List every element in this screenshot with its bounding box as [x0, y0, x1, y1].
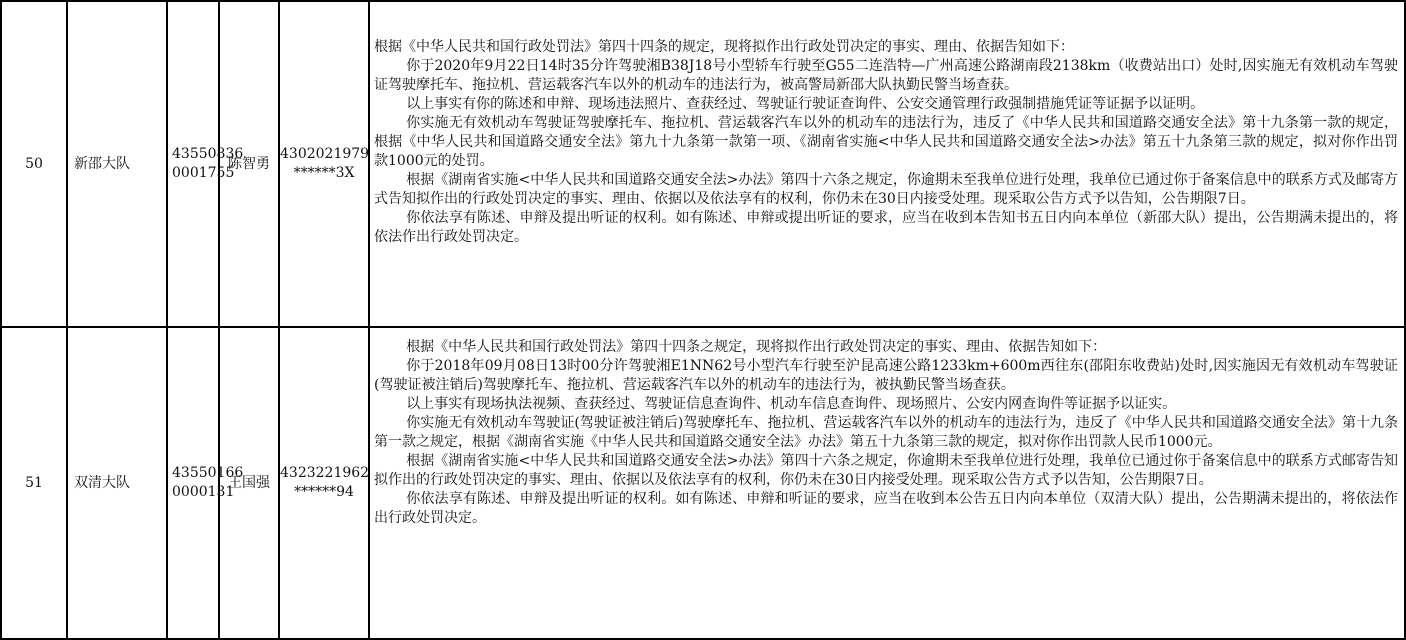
id-number — [279, 327, 369, 639]
id-number-part: ******3X — [293, 165, 355, 181]
document-number-part: 43550836 — [172, 146, 244, 162]
notice-paragraph: 根据《中华人民共和国行政处罚法》第四十四条之规定，现将拟作出行政处罚决定的事实、理由、依据告知如下： — [406, 339, 1107, 355]
notice-paragraph: 你于2018年09月08日13时00分许驾驶湘E1NN62号小型汽车行驶至沪昆高速公路1233km+600m西往东(邵阳东收费站)处时,因实施因无有效机动车驾驶证(驾驶证被注销后)驾驶摩托车、拖拉机、营运载客汽车以外的机动车的违法行为，被执勤民警当场查获。 — [374, 358, 1398, 393]
id-number-part: ******94 — [294, 484, 354, 500]
notice-paragraph: 根据《湖南省实施<中华人民共和国道路交通安全法>办法》第四十六条之规定，你逾期未至我单位进行处理，我单位已通过你于备案信息中的联系方式及邮寄方式告知拟作出的行政处罚决定的事实、理由、依据以及依法享有的权利，你仍未在30日内接受处理。现采取公告方式予以告知，公告期限7日。 — [374, 172, 1398, 207]
notice-paragraph: 根据《湖南省实施<中华人民共和国道路交通安全法>办法》第四十六条之规定，你逾期未至我单位进行处理，我单位已通过你于备案信息中的联系方式邮寄告知拟作出的行政处罚决定的事实、理由、依据以及依法享有的权利，你仍未在30日内接受处理。现采取公告方式予以告知，公告期限7日。 — [374, 453, 1398, 488]
unit-name: 双清大队 — [67, 327, 167, 639]
notice-paragraph: 根据《中华人民共和国行政处罚法》第四十四条的规定，现将拟作出行政处罚决定的事实、理由、依据告知如下： — [374, 39, 1074, 55]
document-number — [167, 1, 244, 327]
notice-paragraph: 以上事实有你的陈述和申辩、现场违法照片、查获经过、驾驶证行驶证查询件、公安交通管理行政强制措施凭证等证据予以证明。 — [406, 96, 1205, 112]
id-number-part: 4302021979 — [280, 146, 370, 162]
document-number-part: 43550166 — [172, 465, 244, 481]
notice-paragraph: 你实施无有效机动车驾驶证驾驶摩托车、拖拉机、营运载客汽车以外的机动车的违法行为，违反了《中华人民共和国道路交通安全法》第十九条第一款的规定，根据《中华人民共和国道路交通安全法》第九十九条第一款第一项、《湖南省实施<中华人民共和国道路交通安全法>办法》第五十九条第三款的规定，拟对你作出罚款1000元的处罚。 — [374, 115, 1398, 169]
notice-paragraph: 以上事实有现场执法视频、查获经过、驾驶证信息查询件、机动车信息查询件、现场照片、公安内网查询件等证据予以证实。 — [406, 396, 1177, 412]
document-number-part: 0000131 — [172, 484, 235, 500]
notice-paragraph: 你依法享有陈述、申辩及提出听证的权利。如有陈述、申辩和听证的要求，应当在收到本公告五日内向本单位（双清大队）提出，公告期满未提出的，将依法作出行政处罚决定。 — [374, 491, 1398, 526]
id-number-part: 4323221962 — [280, 465, 370, 481]
notice-text — [369, 327, 1405, 639]
document-number-part: 0001755 — [172, 165, 235, 181]
notice-paragraph: 你实施无有效机动车驾驶证(驾驶证被注销后)驾驶摩托车、拖拉机、营运载客汽车以外的机动车的违法行为，违反了《中华人民共和国道路交通安全法》第十九条第一款之规定，根据《湖南省实施《中华人民共和国道路交通安全法》办法》第五十九条第三款的规定，拟对你作出罚款人民币1000元。 — [374, 415, 1398, 450]
id-number — [279, 1, 369, 327]
row-index: 51 — [1, 327, 67, 639]
person-name: 王国强 — [219, 327, 279, 639]
notice-paragraph: 你依法享有陈述、申辩及提出听证的权利。如有陈述、申辩或提出听证的要求，应当在收到本告知书五日内向本单位（新邵大队）提出，公告期满未提出的，将依法作出行政处罚决定。 — [374, 210, 1398, 245]
person-name: 陈智勇 — [219, 1, 279, 327]
table-row — [1, 327, 1405, 639]
row-index: 50 — [1, 1, 67, 327]
notice-paragraph: 你于2020年9月22日14时35分许驾驶湘B38J18号小型轿车行驶至G55二连浩特—广州高速公路湖南段2138km（收费站出口）处时,因实施无有效机动车驾驶证驾驶摩托车、拖拉机、营运载客汽车以外的机动车的违法行为，被高警局新邵大队执勤民警当场查获。 — [374, 58, 1398, 93]
document-number — [167, 327, 244, 639]
unit-name: 新邵大队 — [67, 1, 167, 327]
table-row — [1, 1, 1405, 327]
notice-text — [369, 1, 1405, 327]
